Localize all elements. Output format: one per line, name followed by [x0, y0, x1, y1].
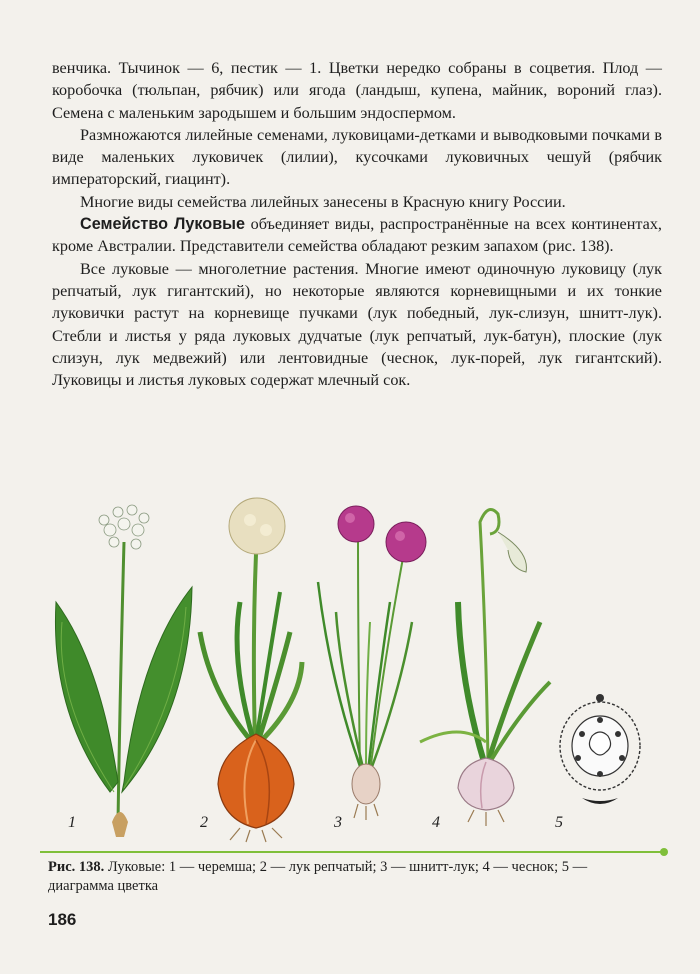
- page-number: 186: [48, 910, 77, 929]
- paragraph-4-rest: объединяет виды, распространённые на всех континентах, кроме Австралии. Представители семейства обладают резким запахом (рис. 138).: [52, 215, 662, 256]
- paragraph-5: Все луковые — многолетние растения. Многие имеют одиночную луковицу (лук репчатый, лук гигантский), но некоторые являются корневищными и их тонкие луковички растут на корневище пучками (лук победный, лук-слизун, шнитт-лук). Стебли и листья у ряда луковых дудчатые (лук репчатый, лук-батун), плоские (лук слизун, лук медвежий) или лентовидные (чеснок, лук-порей, лук гигантский). Луковицы и листья луковых содержат млечный сок.: [52, 259, 662, 390]
- figure-number-5: 5: [555, 814, 563, 831]
- divider-dot: [660, 848, 668, 856]
- figure-caption: [48, 858, 648, 896]
- chives-plant: [318, 506, 426, 820]
- ramson-plant: [55, 505, 192, 837]
- figure-138: [40, 492, 670, 852]
- paragraph-1: венчика. Тычинок — 6, пестик — 1. Цветки нередко собраны в соцветия. Плод — коробочка (тюльпан, рябчик) или ягода (ландыш, купена, майник, вороний глаз). Семена с маленьким зародышем и большим эндоспермом.: [52, 59, 662, 122]
- figure-number-4: 4: [432, 814, 440, 831]
- caption-divider: [40, 851, 665, 853]
- family-term: Семейство Луковые: [80, 215, 245, 234]
- body-text: [52, 57, 662, 391]
- plants-illustration: [40, 492, 670, 852]
- figure-number-2: 2: [200, 814, 208, 831]
- paragraph-3: Многие виды семейства лилейных занесены в Красную книгу России.: [80, 192, 566, 211]
- caption-label: Рис. 138.: [48, 859, 105, 875]
- paragraph-4: [52, 213, 662, 258]
- flower-diagram: [560, 694, 640, 804]
- caption-text: Луковые: 1 — черемша; 2 — лук репчатый; 3 — шнитт-лук; 4 — чеснок; 5 — диаграмма цветка: [48, 859, 588, 894]
- paragraph-2: Размножаются лилейные семенами, луковицами-детками и выводковыми почками в виде маленьких луковичек (лилии), кусочками луковичных чешуй (рябчик императорский, гиацинт).: [52, 125, 662, 189]
- garlic-plant: [420, 510, 550, 827]
- figure-number-1: 1: [68, 814, 76, 831]
- onion-plant: [200, 498, 302, 842]
- figure-number-3: 3: [334, 814, 342, 831]
